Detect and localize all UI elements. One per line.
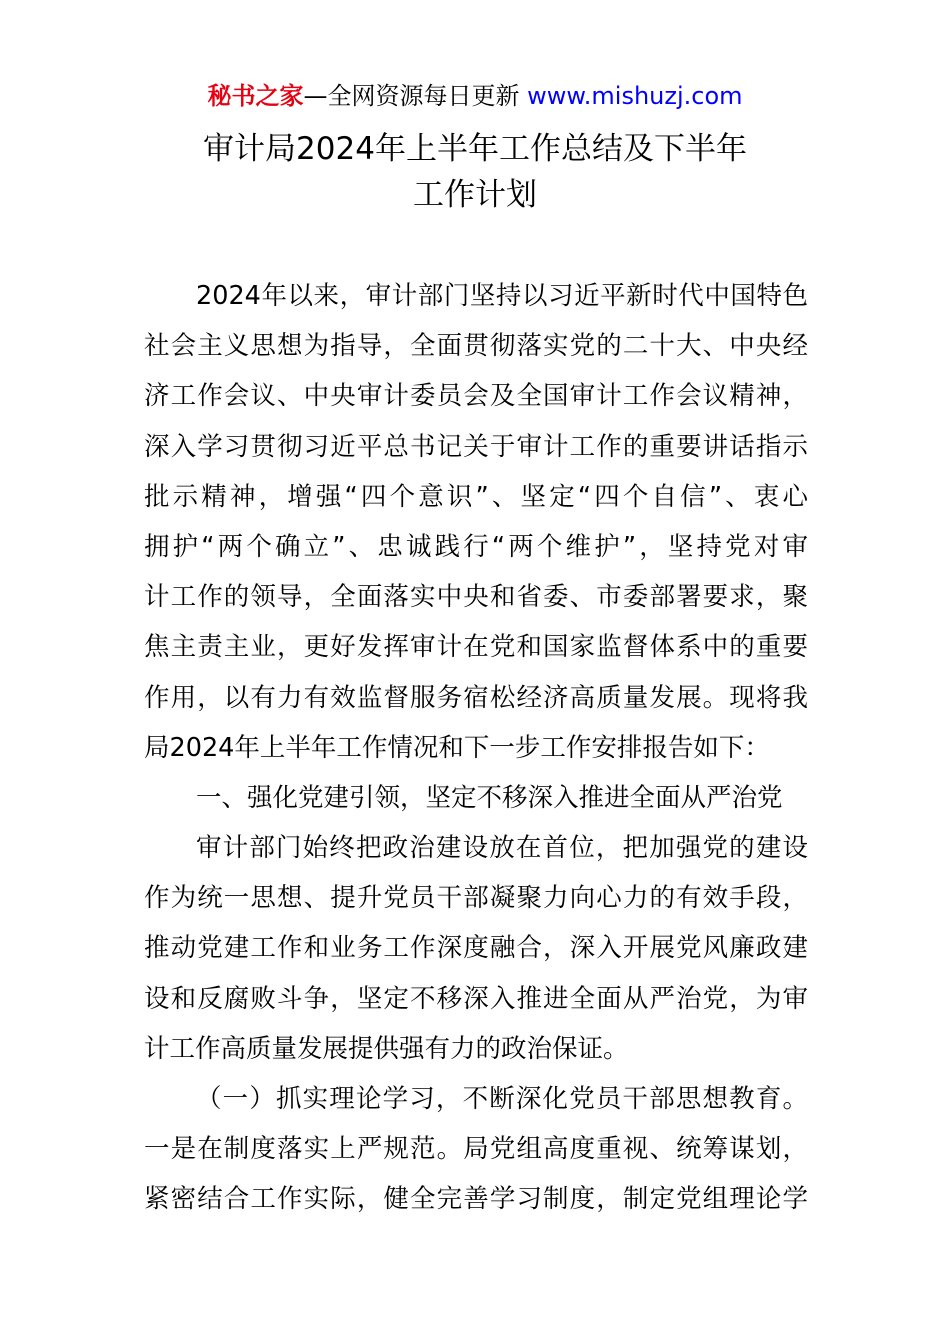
site-header	[0, 78, 950, 114]
text-line: 2024年以来，审计部门坚持以习近平新时代中国特色	[196, 281, 808, 311]
text-line: 计工作的领导，全面落实中央和省委、市委部署要求，聚	[144, 582, 808, 613]
text-line: 紧密结合工作实际，健全完善学习制度，制定党组理论学	[144, 1184, 808, 1215]
text-line: 局2024年上半年工作情况和下一步工作安排报告如下：	[144, 732, 770, 763]
text-line: 济工作会议、中央审计委员会及全国审计工作会议精神，	[144, 381, 808, 412]
text-line: 一是在制度落实上严规范。局党组高度重视、统筹谋划，	[144, 1134, 808, 1165]
document-body	[144, 271, 808, 1225]
title-line-1: 审计局2024年上半年工作总结及下半年	[203, 131, 747, 167]
text-line: 社会主义思想为指导，全面贯彻落实党的二十大、中央经	[144, 331, 808, 362]
section-heading: 一、强化党建引领，坚定不移深入推进全面从严治党	[196, 782, 783, 813]
brand-name: 秘书之家	[207, 82, 304, 110]
site-url-link[interactable]: www.mishuzj.com	[527, 82, 743, 110]
text-line: 作用，以有力有效监督服务宿松经济高质量发展。现将我	[144, 682, 808, 713]
text-line: 计工作高质量发展提供强有力的政治保证。	[144, 1033, 629, 1064]
text-line: 审计部门始终把政治建设放在首位，把加强党的建设	[196, 833, 808, 864]
title-line-2: 工作计划	[413, 177, 537, 213]
text-line: 焦主责主业，更好发挥审计在党和国家监督体系中的重要	[144, 632, 808, 663]
header-tagline: —全网资源每日更新	[303, 82, 528, 110]
text-line: 拥护“两个确立”、忠诚践行“两个维护”，坚持党对审	[144, 531, 808, 562]
text-line: 推动党建工作和业务工作深度融合，深入开展党风廉政建	[144, 933, 808, 964]
document-title	[0, 126, 950, 218]
subsection-heading: （一）抓实理论学习，不断深化党员干部思想教育。	[196, 1084, 808, 1114]
text-line: 深入学习贯彻习近平总书记关于审计工作的重要讲话指示	[144, 431, 808, 462]
text-line: 设和反腐败斗争，坚定不移深入推进全面从严治党，为审	[144, 983, 808, 1014]
text-line: 作为统一思想、提升党员干部凝聚力向心力的有效手段，	[144, 883, 808, 914]
text-line: 批示精神，增强“四个意识”、坚定“四个自信”、衷心	[144, 481, 808, 512]
